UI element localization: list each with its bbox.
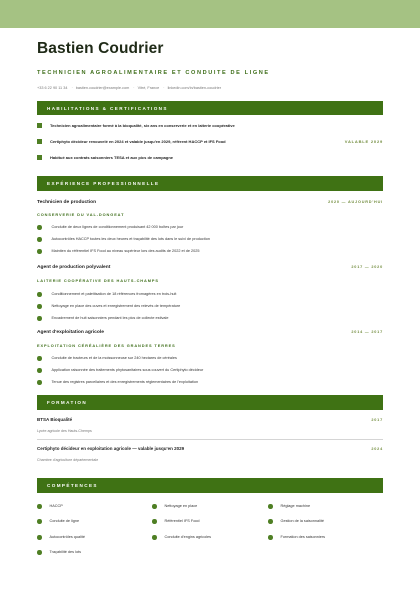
certification-text: Technicien agroalimentaire formé à la bioqualité, six ans en conserverie et en laiterie coopérative <box>50 123 235 128</box>
bullet-dot-icon <box>37 237 42 242</box>
certification-text: Habitué aux contrats saisonniers TESA et aux pics de campagne <box>50 155 174 160</box>
resume-header <box>37 40 383 90</box>
degree-title: Certiphyto décideur en exploitation agricole — valable jusqu'en 2029 <box>37 446 185 451</box>
square-bullet-icon <box>37 123 42 128</box>
list-item: Autocontrôles HACCP toutes les deux heures et traçabilité des lots dans le suivi de production <box>37 237 383 242</box>
bullet-dot-icon <box>152 504 157 509</box>
contact-email: · bastien.coudrier@example.com <box>69 86 130 90</box>
candidate-role: TECHNICIEN AGROALIMENTAIRE ET CONDUITE DE LIGNE <box>37 70 270 76</box>
contact-linkedin: · linkedin.com/in/bastien-coudrier <box>160 86 221 90</box>
job-header <box>37 265 383 270</box>
square-bullet-icon <box>37 139 42 144</box>
job-header <box>37 200 383 205</box>
job-dates: 2014 — 2017 <box>351 330 383 334</box>
list-item: Conduite de deux lignes de conditionnement produisant 42 000 boîtes par jour <box>37 225 383 230</box>
skill-item: Conduite de ligne <box>37 519 79 524</box>
list-item: Application raisonnée des traitements phytosanitaires sous couvert du Certiphyto décideur <box>37 368 383 373</box>
job-employer: EXPLOITATION CÉRÉALIÈRE DES GRANDES TERRES <box>37 343 176 348</box>
contact-location: · Vitré, France <box>130 86 159 90</box>
bullet-dot-icon <box>37 292 42 297</box>
school-name: Lycée agricole des Hauts-Chemps <box>37 429 92 433</box>
bullet-dot-icon <box>37 368 42 373</box>
certification-item <box>37 155 383 160</box>
certification-date: VALABLE 2029 <box>344 139 383 144</box>
education-header <box>37 417 383 422</box>
list-item: Conduite de tracteurs et de la moissonneuse sur 240 hectares de céréales <box>37 356 383 361</box>
job-header <box>37 330 383 335</box>
list-item: Nettoyage en place des cuves et enregistrement des relevés de température <box>37 304 383 309</box>
contact-phone: +33 6 22 90 11 34 <box>37 86 68 90</box>
job-employer: CONSERVERIE DU VAL-DONGEAT <box>37 212 125 217</box>
bullet-dot-icon <box>152 519 157 524</box>
certification-item <box>37 123 383 128</box>
job-dates: 2020 — AUJOURD'HUI <box>328 200 383 204</box>
job-title: Agent de production polyvalent <box>37 265 111 270</box>
candidate-name: Bastien Coudrier <box>37 40 164 57</box>
degree-date: 2017 <box>371 418 383 422</box>
top-color-band <box>0 0 420 28</box>
divider <box>37 439 383 440</box>
job-dates: 2017 — 2020 <box>351 265 383 269</box>
list-item: Conditionnement et palettisation de 18 références fromagères en trois-huit <box>37 292 383 297</box>
bullet-dot-icon <box>37 249 42 254</box>
certification-text: Certiphyto décideur renouvelé en 2024 et valable jusqu'en 2029, référent HACCP et IFS Food <box>50 139 226 144</box>
bullet-dot-icon <box>37 304 42 309</box>
bullet-dot-icon <box>37 504 42 509</box>
list-item: Encadrement de huit saisonniers pendant les pics de collecte estivale <box>37 316 383 321</box>
square-bullet-icon <box>37 155 42 160</box>
job-employer: LAITERIE COOPÉRATIVE DES HAUTS-CHAMPS <box>37 278 159 283</box>
certification-item <box>37 139 383 144</box>
skill-item: Réglage machine <box>268 504 310 509</box>
bullet-dot-icon <box>37 380 42 385</box>
bullet-dot-icon <box>37 519 42 524</box>
bullet-dot-icon <box>37 356 42 361</box>
list-item: Maintien du référentiel IFS Food au niveau supérieur lors des audits de 2022 et de 2025 <box>37 249 383 254</box>
section-header-certifications: HABILITATIONS & CERTIFICATIONS <box>37 101 383 115</box>
bullet-dot-icon <box>268 504 273 509</box>
job-title: Technicien de production <box>37 200 97 205</box>
section-header-education: FORMATION <box>37 395 383 410</box>
list-item: Tenue des registres parcellaires et des enregistrements réglementaires de l'exploitation <box>37 380 383 385</box>
bullet-dot-icon <box>37 225 42 230</box>
skill-item: HACCP <box>37 504 63 509</box>
skill-item: Référentiel IFS Food <box>152 519 200 524</box>
bullet-dot-icon <box>152 535 157 540</box>
skill-item: Conduite d'engins agricoles <box>152 535 211 540</box>
school-name: Chambre d'agriculture départementale <box>37 458 99 462</box>
bullet-dot-icon <box>37 535 42 540</box>
job-title: Agent d'exploitation agricole <box>37 330 104 335</box>
bullet-dot-icon <box>268 535 273 540</box>
section-header-skills: COMPÉTENCES <box>37 478 383 493</box>
bullet-dot-icon <box>37 316 42 321</box>
skill-item: Traçabilité des lots <box>37 550 81 555</box>
skill-item: Gestion de la saisonnalité <box>268 519 324 524</box>
bullet-dot-icon <box>37 550 42 555</box>
degree-title: BTSA Bioqualité <box>37 417 73 422</box>
bullet-dot-icon <box>268 519 273 524</box>
degree-date: 2024 <box>371 447 383 451</box>
section-header-experience: EXPÉRIENCE PROFESSIONNELLE <box>37 176 383 191</box>
skill-item: Nettoyage en place <box>152 504 197 509</box>
contact-line <box>37 86 383 90</box>
education-header <box>37 446 383 451</box>
skill-item: Formation des saisonniers <box>268 535 325 540</box>
skill-item: Autocontrôles qualité <box>37 535 85 540</box>
